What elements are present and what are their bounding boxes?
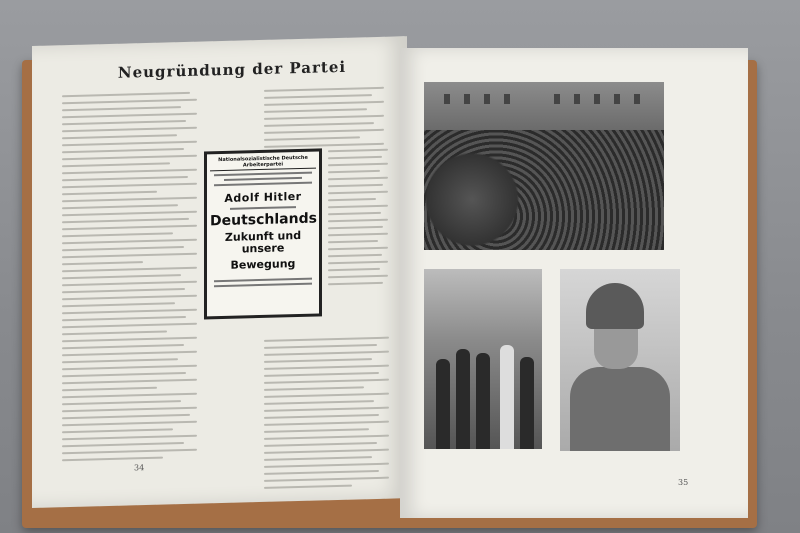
page-headline: Neugründung der Partei <box>117 57 347 82</box>
poster-title-1: Deutschlands <box>210 210 317 230</box>
text-column-2-side <box>328 149 388 291</box>
poster-party-line: Nationalsozialistische Deutsche Arbeiterpartei <box>210 155 316 172</box>
building-facade <box>424 82 664 130</box>
crowd-photo <box>424 82 664 250</box>
text-column-2-top <box>264 87 384 153</box>
right-page <box>400 48 748 518</box>
page-number-left: 34 <box>134 463 145 473</box>
text-column-1 <box>62 92 197 467</box>
text-column-2-bottom <box>264 337 389 494</box>
march-photo <box>424 269 542 449</box>
poster-title-2: Zukunft und unsere <box>224 228 302 256</box>
helmet <box>586 283 644 329</box>
left-page <box>32 36 407 508</box>
event-poster <box>204 148 322 319</box>
portrait-photo <box>560 269 680 451</box>
page-number-right: 35 <box>678 478 689 487</box>
poster-title-3: Bewegung <box>230 257 296 272</box>
poster-speaker: Adolf Hitler <box>224 189 302 205</box>
